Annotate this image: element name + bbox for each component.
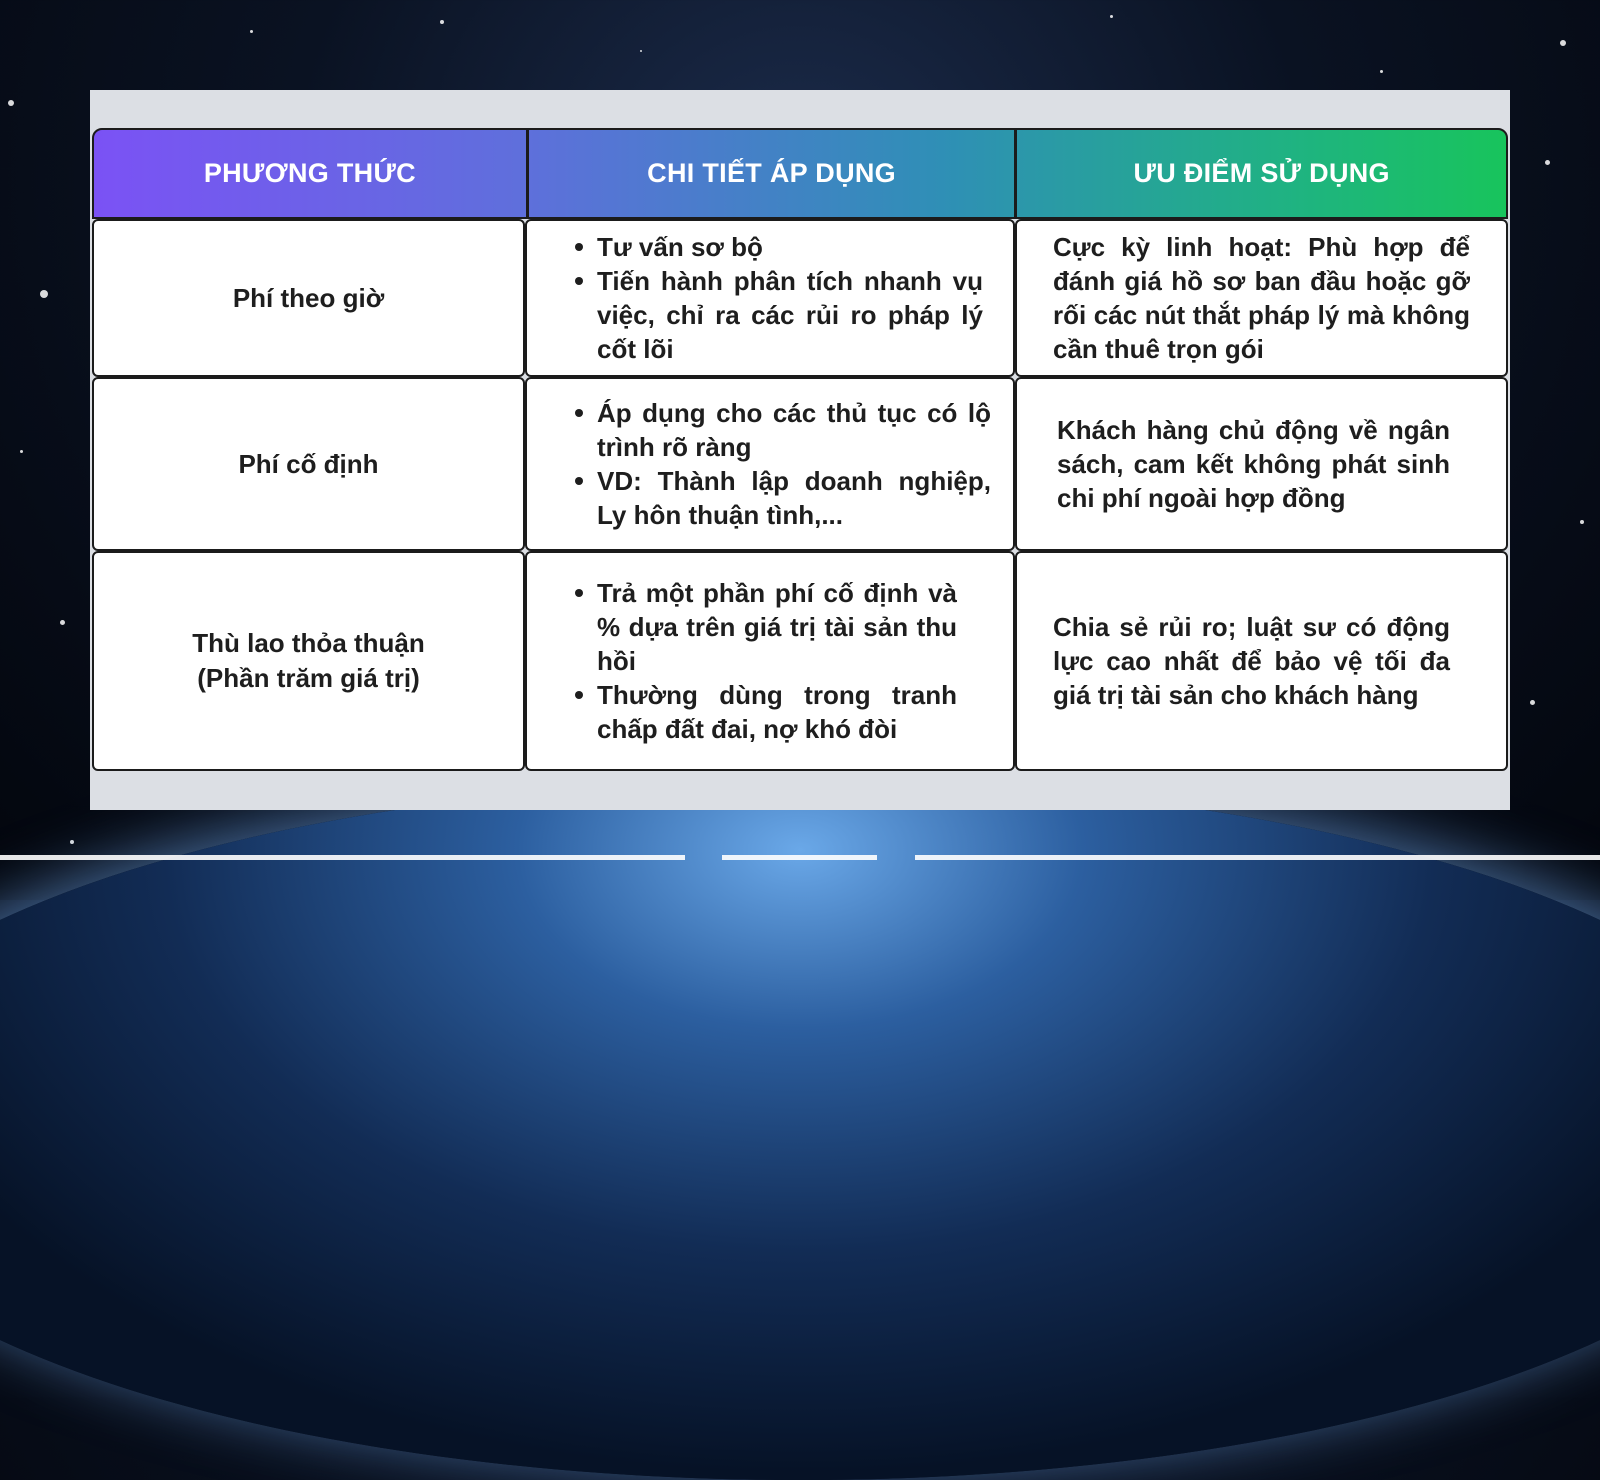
table-row [92,377,1508,551]
details-cell [525,219,1015,377]
table-row [92,551,1508,771]
details-list [569,396,991,532]
method-cell [92,219,525,377]
advantage-cell [1015,377,1508,551]
advantage-cell [1015,219,1508,377]
details-item: Trả một phần phí cố định và % dựa trên giá trị tài sản thu hồi [597,578,957,676]
method-label-line2: (Phần trăm giá trị) [197,663,420,693]
header-method: PHƯƠNG THỨC [203,158,416,188]
table-row [92,219,1508,377]
details-list [569,576,957,746]
details-item: Thường dùng trong tranh chấp đất đai, nợ khó đòi [597,680,957,744]
method-label: Phí theo giờ [232,282,385,313]
advantage-text: Chia sẻ rủi ro; luật sư có động lực cao nhất để bảo vệ tối đa giá trị tài sản cho khách hàng [1053,612,1450,710]
advantage-text: Cực kỳ linh hoạt: Phù hợp để đánh giá hồ sơ ban đầu hoặc gỡ rối các nút thắt pháp lý mà không cần thuê trọn gói [1053,232,1470,364]
decor-line-right [915,855,1600,860]
method-label-line1: Thù lao thỏa thuận [192,628,425,658]
details-item: VD: Thành lập doanh nghiệp, Ly hôn thuận tình,... [597,466,991,530]
method-label: Phí cố định [238,448,379,479]
details-item: Tiến hành phân tích nhanh vụ việc, chỉ ra các rủi ro pháp lý cốt lõi [597,266,983,364]
method-cell [92,377,525,551]
header-advantages: ƯU ĐIỂM SỬ DỤNG [1014,130,1506,217]
table-header-row [92,128,1508,219]
advantage-text: Khách hàng chủ động về ngân sách, cam kết không phát sinh chi phí ngoài hợp đồng [1057,415,1450,513]
advantage-cell [1015,551,1508,771]
details-item: Áp dụng cho các thủ tục có lộ trình rõ ràng [597,398,991,462]
method-label [192,626,425,696]
details-list [569,230,983,366]
decor-line-left [0,855,685,860]
header-details: CHI TIẾT ÁP DỤNG [526,130,1015,217]
method-cell [92,551,525,771]
details-item: Tư vấn sơ bộ [597,230,983,264]
pricing-table [92,128,1508,771]
decor-line-mid [722,855,877,860]
details-cell [525,377,1015,551]
earth-background [0,780,1600,1480]
details-cell [525,551,1015,771]
